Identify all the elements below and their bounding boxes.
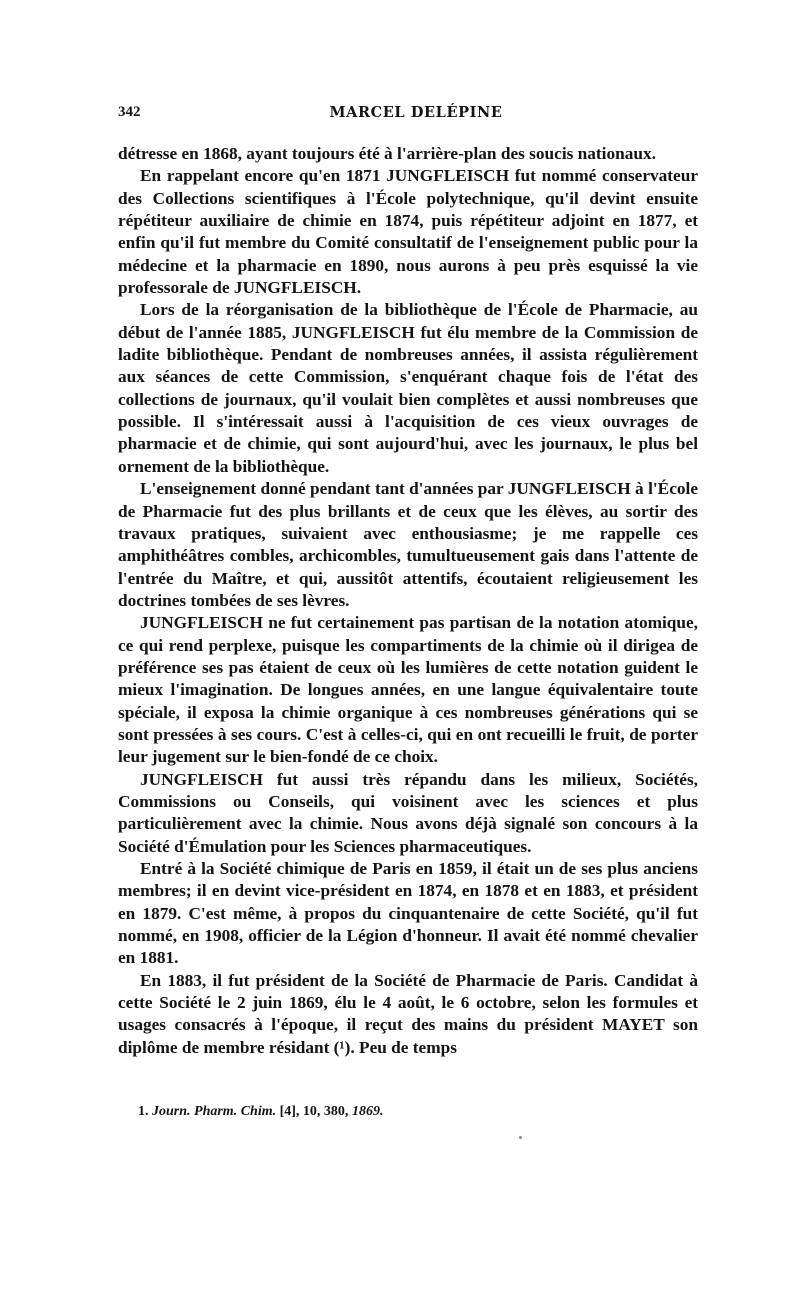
paragraph: En 1883, il fut président de la Société de Pharmacie de Paris. Candidat à cette Société le 2 juin 1869, élu le 4 août, le 6 octobre, selon les formules et usages consacrés à l'époque, il reçut des mains du président MAYET son diplôme de membre résidant (¹). Peu de temps (118, 970, 698, 1057)
paragraph: JUNGFLEISCH fut aussi très répandu dans les milieux, Sociétés, Commissions ou Conseils, qui voisinent avec les sciences et plus particulièrement avec la chimie. Nous avons déjà signalé son concours à la Société d'Émulation pour les Sciences pharmaceutiques. (118, 769, 698, 856)
page-header (118, 104, 698, 128)
paragraph: L'enseignement donné pendant tant d'années par JUNGFLEISCH à l'École de Pharmacie fut des plus brillants et de ceux que les élèves, au sortir des travaux pratiques, suivaient avec enthousiasme; je me rappelle ces amphithéâtres combles, archicombles, tumultueusement gais dans l'attente de l'entrée du Maître, et qui, aussitôt attentifs, écoutaient religieusement les doctrines tombées de ses lèvres. (118, 479, 698, 610)
paragraph: JUNGFLEISCH ne fut certainement pas partisan de la notation atomique, ce qui rend perplexe, puisque les compartiments de la chimie où il dirigea de préférence ses pas étaient de ceux où les lumières de cette notation guident le mieux l'imagination. De longues années, en une langue équivalentaire toute spéciale, il exposa la chimie organique à ces nombreuses générations qui se sont pressées à ses cours. C'est à celles-ci, qui en ont recueilli le fruit, de porter leur jugement sur le bien-fondé de ce choix. (118, 613, 698, 767)
running-title: MARCEL DELÉPINE (329, 104, 503, 121)
footnote-year: 1869. (351, 1104, 384, 1119)
footnote-journal: Journ. Pharm. Chim. (152, 1104, 277, 1119)
body-text (118, 143, 698, 1059)
paragraph: détresse en 1868, ayant toujours été à l'arrière-plan des soucis nationaux. (118, 144, 656, 163)
paragraph: Entré à la Société chimique de Paris en 1859, il était un de ses plus anciens membres; il en devint vice-président en 1874, en 1878 et en 1883, et président en 1879. C'est même, à propos du cinquantenaire de cette Société, qu'il fut nommé, en 1908, officier de la Légion d'honneur. Il avait été nommé chevalier en 1881. (118, 859, 698, 968)
page-content (118, 104, 698, 1059)
footnote-reference: [4], 10, 380, (279, 1104, 349, 1119)
footnote (138, 1104, 698, 1120)
paragraph: En rappelant encore qu'en 1871 JUNGFLEISCH fut nommé conservateur des Collections scientifiques à l'École polytechnique, qu'il devint ensuite répétiteur auxiliaire de chimie en 1874, puis répétiteur adjoint en 1877, et enfin qu'il fut membre du Comité consultatif de l'enseignement public pour la médecine et la pharmacie en 1890, nous aurons à peu près esquissé la vie professorale de JUNGFLEISCH. (118, 166, 698, 298)
footnote-number: 1. (138, 1104, 149, 1119)
paragraph: Lors de la réorganisation de la bibliothèque de l'École de Pharmacie, au début de l'année 1885, JUNGFLEISCH fut élu membre de la Commission de ladite bibliothèque. Pendant de nombreuses années, il assista régulièrement aux séances de cette Commission, s'enquérant chaque fois de l'état des collections de journaux, qu'il voulait bien complètes et aussi nombreuses que possible. Il s'intéressait aussi à l'acquisition de ces vieux ouvrages de pharmacie et de chimie, qui sont aujourd'hui, avec les journaux, le plus bel ornement de la bibliothèque. (118, 300, 698, 476)
print-speck (519, 1136, 522, 1139)
page-number: 342 (118, 104, 141, 120)
